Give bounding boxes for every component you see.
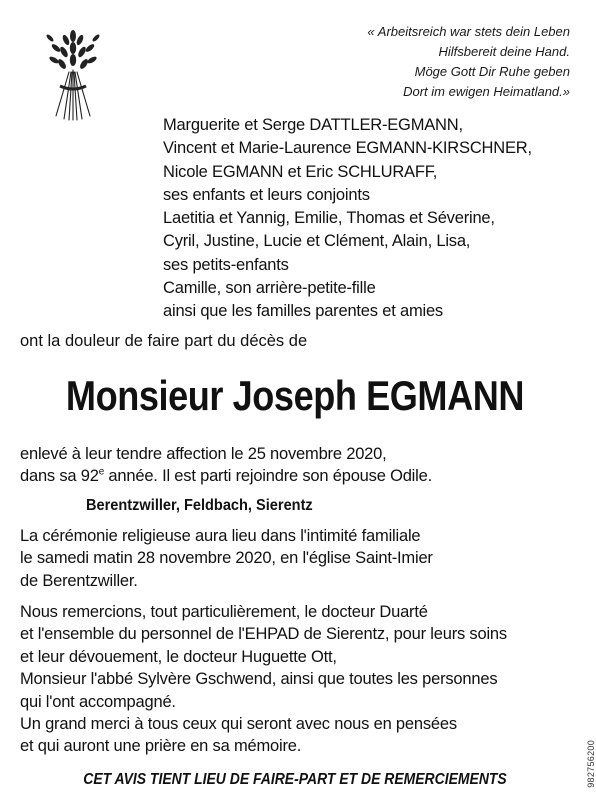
poem-line: Hilfsbereit deine Hand. [438,44,570,59]
wheat-sheaf-icon [42,26,104,122]
thanks-line: et qui auront une prière en sa mémoire. [20,737,302,756]
family-line: ainsi que les familles parentes et amies [163,302,443,321]
death-notice-line: enlevé à leur tendre affection le 25 novembre 2020, [20,445,387,463]
family-list [163,114,532,324]
family-line: Nicole EGMANN et Eric SCHLURAFF, [163,162,438,181]
deceased-name: Monsieur Joseph EGMANN [65,372,525,419]
thanks-line: qui l'ont accompagné. [20,692,176,711]
family-line: ses petits-enfants [163,255,289,274]
reference-number: 982756200 [586,740,596,788]
poem-line: « Arbeitsreich war stets dein Leben [367,24,570,39]
poem-quote [367,22,570,102]
ceremony-line: La cérémonie religieuse aura lieu dans l'intimité familiale [20,527,421,545]
thanks-line: et l'ensemble du personnel de l'EHPAD de Sierentz, pour leurs soins [20,625,507,644]
thanks-line: et leur dévouement, le docteur Huguette Ott, [20,647,337,666]
family-line: Camille, son arrière-petite-fille [163,279,376,298]
family-line: Vincent et Marie-Laurence EGMANN-KIRSCHNER, [163,139,532,158]
family-line: Laetitia et Yannig, Emilie, Thomas et Séverine, [163,209,495,228]
ceremony-text [20,525,433,592]
thanks-text [20,601,507,758]
ceremony-line: le samedi matin 28 novembre 2020, en l'église Saint-Imier [20,549,433,568]
thanks-line: Monsieur l'abbé Sylvère Gschwend, ainsi que toutes les personnes [20,670,498,689]
announcement-text: ont la douleur de faire part du décès de [20,332,308,350]
ceremony-line: de Berentzwiller. [20,571,138,590]
footer-notice: CET AVIS TIENT LIEU DE FAIRE-PART ET DE REMERCIEMENTS [83,771,507,788]
thanks-line: Nous remercions, tout particulièrement, le docteur Duarté [20,603,428,621]
family-line: ses enfants et leurs conjoints [163,185,370,204]
death-notice [20,443,432,488]
places-heading: Berentzwiller, Feldbach, Sierentz [86,497,313,514]
family-line: Marguerite et Serge DATTLER-EGMANN, [163,116,463,134]
poem-line: Dort im ewigen Heimatland.» [403,84,570,99]
death-notice-line: dans sa 92e année. Il est parti rejoindre son épouse Odile. [20,466,432,486]
poem-line: Möge Gott Dir Ruhe geben [414,64,570,79]
thanks-line: Un grand merci à tous ceux qui seront avec nous en pensées [20,715,457,734]
family-line: Cyril, Justine, Lucie et Clément, Alain, Lisa, [163,232,471,251]
